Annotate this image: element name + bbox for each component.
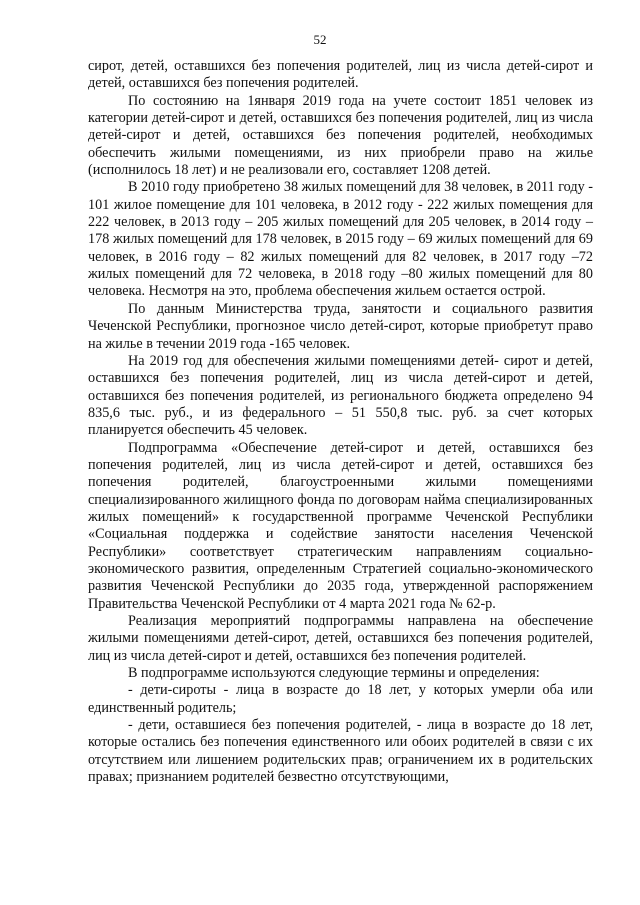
paragraph-housing-history: В 2010 году приобретено 38 жилых помещений для 38 человек, в 2011 году - 101 жилое помещение для 101 человека, в 2012 году - 222 жилых помещения для 222 человек, в 2013 году – 205 жилых помещений для 205 человек, в 2014 году –178 жилых помещений для 178 человек, в 2015 году – 69 жилых помещений для 69 человек, в 2016 году – 82 жилых помещений для 82 человек, в 2017 году –72 жилых помещений для 72 человека, в 2018 году –80 жилых помещений для 80 человека. Несмотря на это, проблема обеспечения жильем остается острой.: [88, 179, 593, 300]
paragraph-subprogram-goal: Реализация мероприятий подпрограммы направлена на обеспечение жилыми помещениями детей-сирот, детей, оставшихся без попечения родителей, лиц из числа детей-сирот и детей, оставшихся без попечения родителей.: [88, 613, 593, 664]
definition-orphans: - дети-сироты - лица в возрасте до 18 лет, у которых умерли оба или единственный родитель;: [88, 682, 593, 716]
paragraph-terms-intro: В подпрограмме используются следующие термины и определения:: [128, 665, 540, 682]
paragraph-continuation: сирот, детей, оставшихся без попечения родителей, лиц из числа детей-сирот и детей, оставшихся без попечения родителей.: [88, 58, 593, 92]
body-text: [88, 58, 593, 786]
definition-children-without-care: - дети, оставшиеся без попечения родителей, - лица в возрасте до 18 лет, которые остались без попечения единственного или обоих родителей в связи с их отсутствием или лишением родительских прав; ограничением их в родительских правах; признанием родителей безвестно отсутствующими,: [88, 717, 593, 786]
paragraph-budget-2019: На 2019 год для обеспечения жилыми помещениями детей- сирот и детей, оставшихся без попечения родителей, лиц из числа детей-сирот и детей, оставшихся без попечения родителей, из регионального бюджета определено 94 835,6 тыс. руб., и из федерального – 51 550,8 тыс. руб. за счет которых планируется обеспечить 45 человек.: [88, 352, 593, 439]
paragraph-ministry-forecast: По данным Министерства труда, занятости и социального развития Чеченской Республики, прогнозное число детей-сирот, которые приобретут право на жилье в течении 2019 года -165 человек.: [88, 300, 593, 352]
paragraph-subprogram-strategy: Подпрограмма «Обеспечение детей-сирот и детей, оставшихся без попечения родителей, лиц из числа детей-сирот и детей, оставшихся без попечения родителей, благоустроенными жилыми помещениями специализированного жилищного фонда по договорам найма специализированных жилых помещений» к государственной программе Чеченской Республики «Социальная поддержка и содействие занятости населения Чеченской Республики» соответствует стратегическим направлениям социально-экономического развития, определенным Стратегией социально-экономического развития Чеченской Республики до 2035 года, утвержденной распоряжением Правительства Чеченской Республики от 4 марта 2021 года № 62-р.: [88, 439, 593, 612]
page-number: 52: [313, 32, 327, 47]
paragraph-registry-status: По состоянию на 1января 2019 года на учете состоит 1851 человек из категории детей-сирот и детей, оставшихся без попечения родителей, лиц из числа детей-сирот и детей, оставшихся без попечения родителей, необходимых обеспечить жилыми помещениями, из них приобрели право на жилье (исполнилось 18 лет) и не реализовали его, составляет 1208 детей.: [88, 92, 593, 179]
